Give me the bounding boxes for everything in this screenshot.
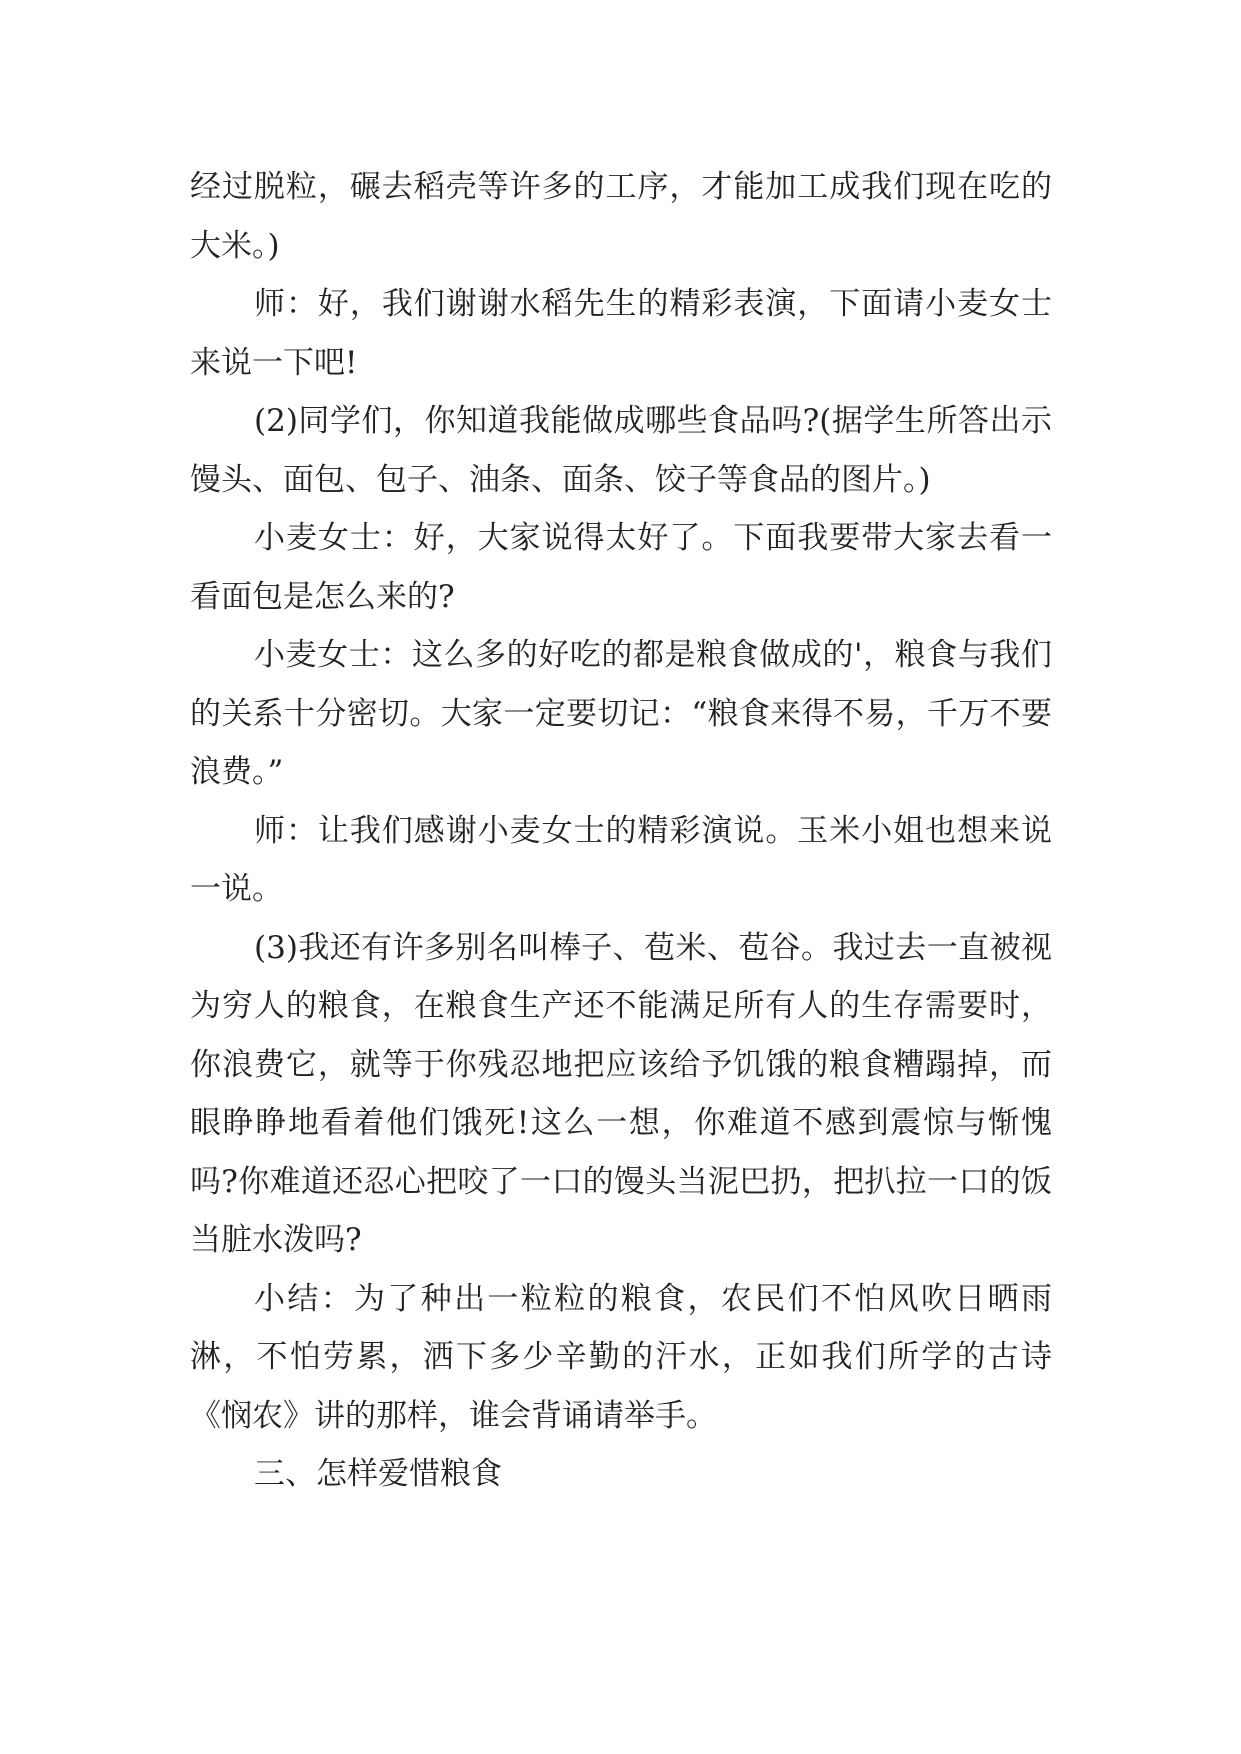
document-body xyxy=(190,158,1052,1504)
paragraph-2: 师：好，我们谢谢水稻先生的精彩表演，下面请小麦女士来说一下吧! xyxy=(190,286,1052,381)
paragraph-6: 师：让我们感谢小麦女士的精彩演说。玉米小姐也想来说一说。 xyxy=(190,812,1052,907)
paragraph-3: (2)同学们，你知道我能做成哪些食品吗?(据学生所答出示馒头、面包、包子、油条、面条、饺子等食品的图片。) xyxy=(190,403,1052,498)
paragraph-8: 小结：为了种出一粒粒的粮食，农民们不怕风吹日晒雨淋，不怕劳累，洒下多少辛勤的汗水，正如我们所学的古诗《悯农》讲的那样，谁会背诵请举手。 xyxy=(190,1280,1052,1434)
paragraph-4: 小麦女士：好，大家说得太好了。下面我要带大家去看一看面包是怎么来的? xyxy=(190,520,1052,615)
paragraph-1: 经过脱粒，碾去稻壳等许多的工序，才能加工成我们现在吃的大米。) xyxy=(190,169,1052,264)
paragraph-5: 小麦女士：这么多的好吃的都是粮食做成的'，粮食与我们的关系十分密切。大家一定要切记：“粮食来得不易，千万不要浪费。” xyxy=(190,637,1052,790)
paragraph-7: (3)我还有许多别名叫棒子、苞米、苞谷。我过去一直被视为穷人的粮食，在粮食生产还不能满足所有人的生存需要时，你浪费它，就等于你残忍地把应该给予饥饿的粮食糟蹋掉，而眼睁睁地看着他们饿死!这么一想，你难道不感到震惊与惭愧吗?你难道还忍心把咬了一口的馒头当泥巴扔，把扒拉一口的饭当脏水泼吗? xyxy=(190,929,1052,1258)
section-heading: 三、怎样爱惜粮食 xyxy=(254,1456,502,1492)
